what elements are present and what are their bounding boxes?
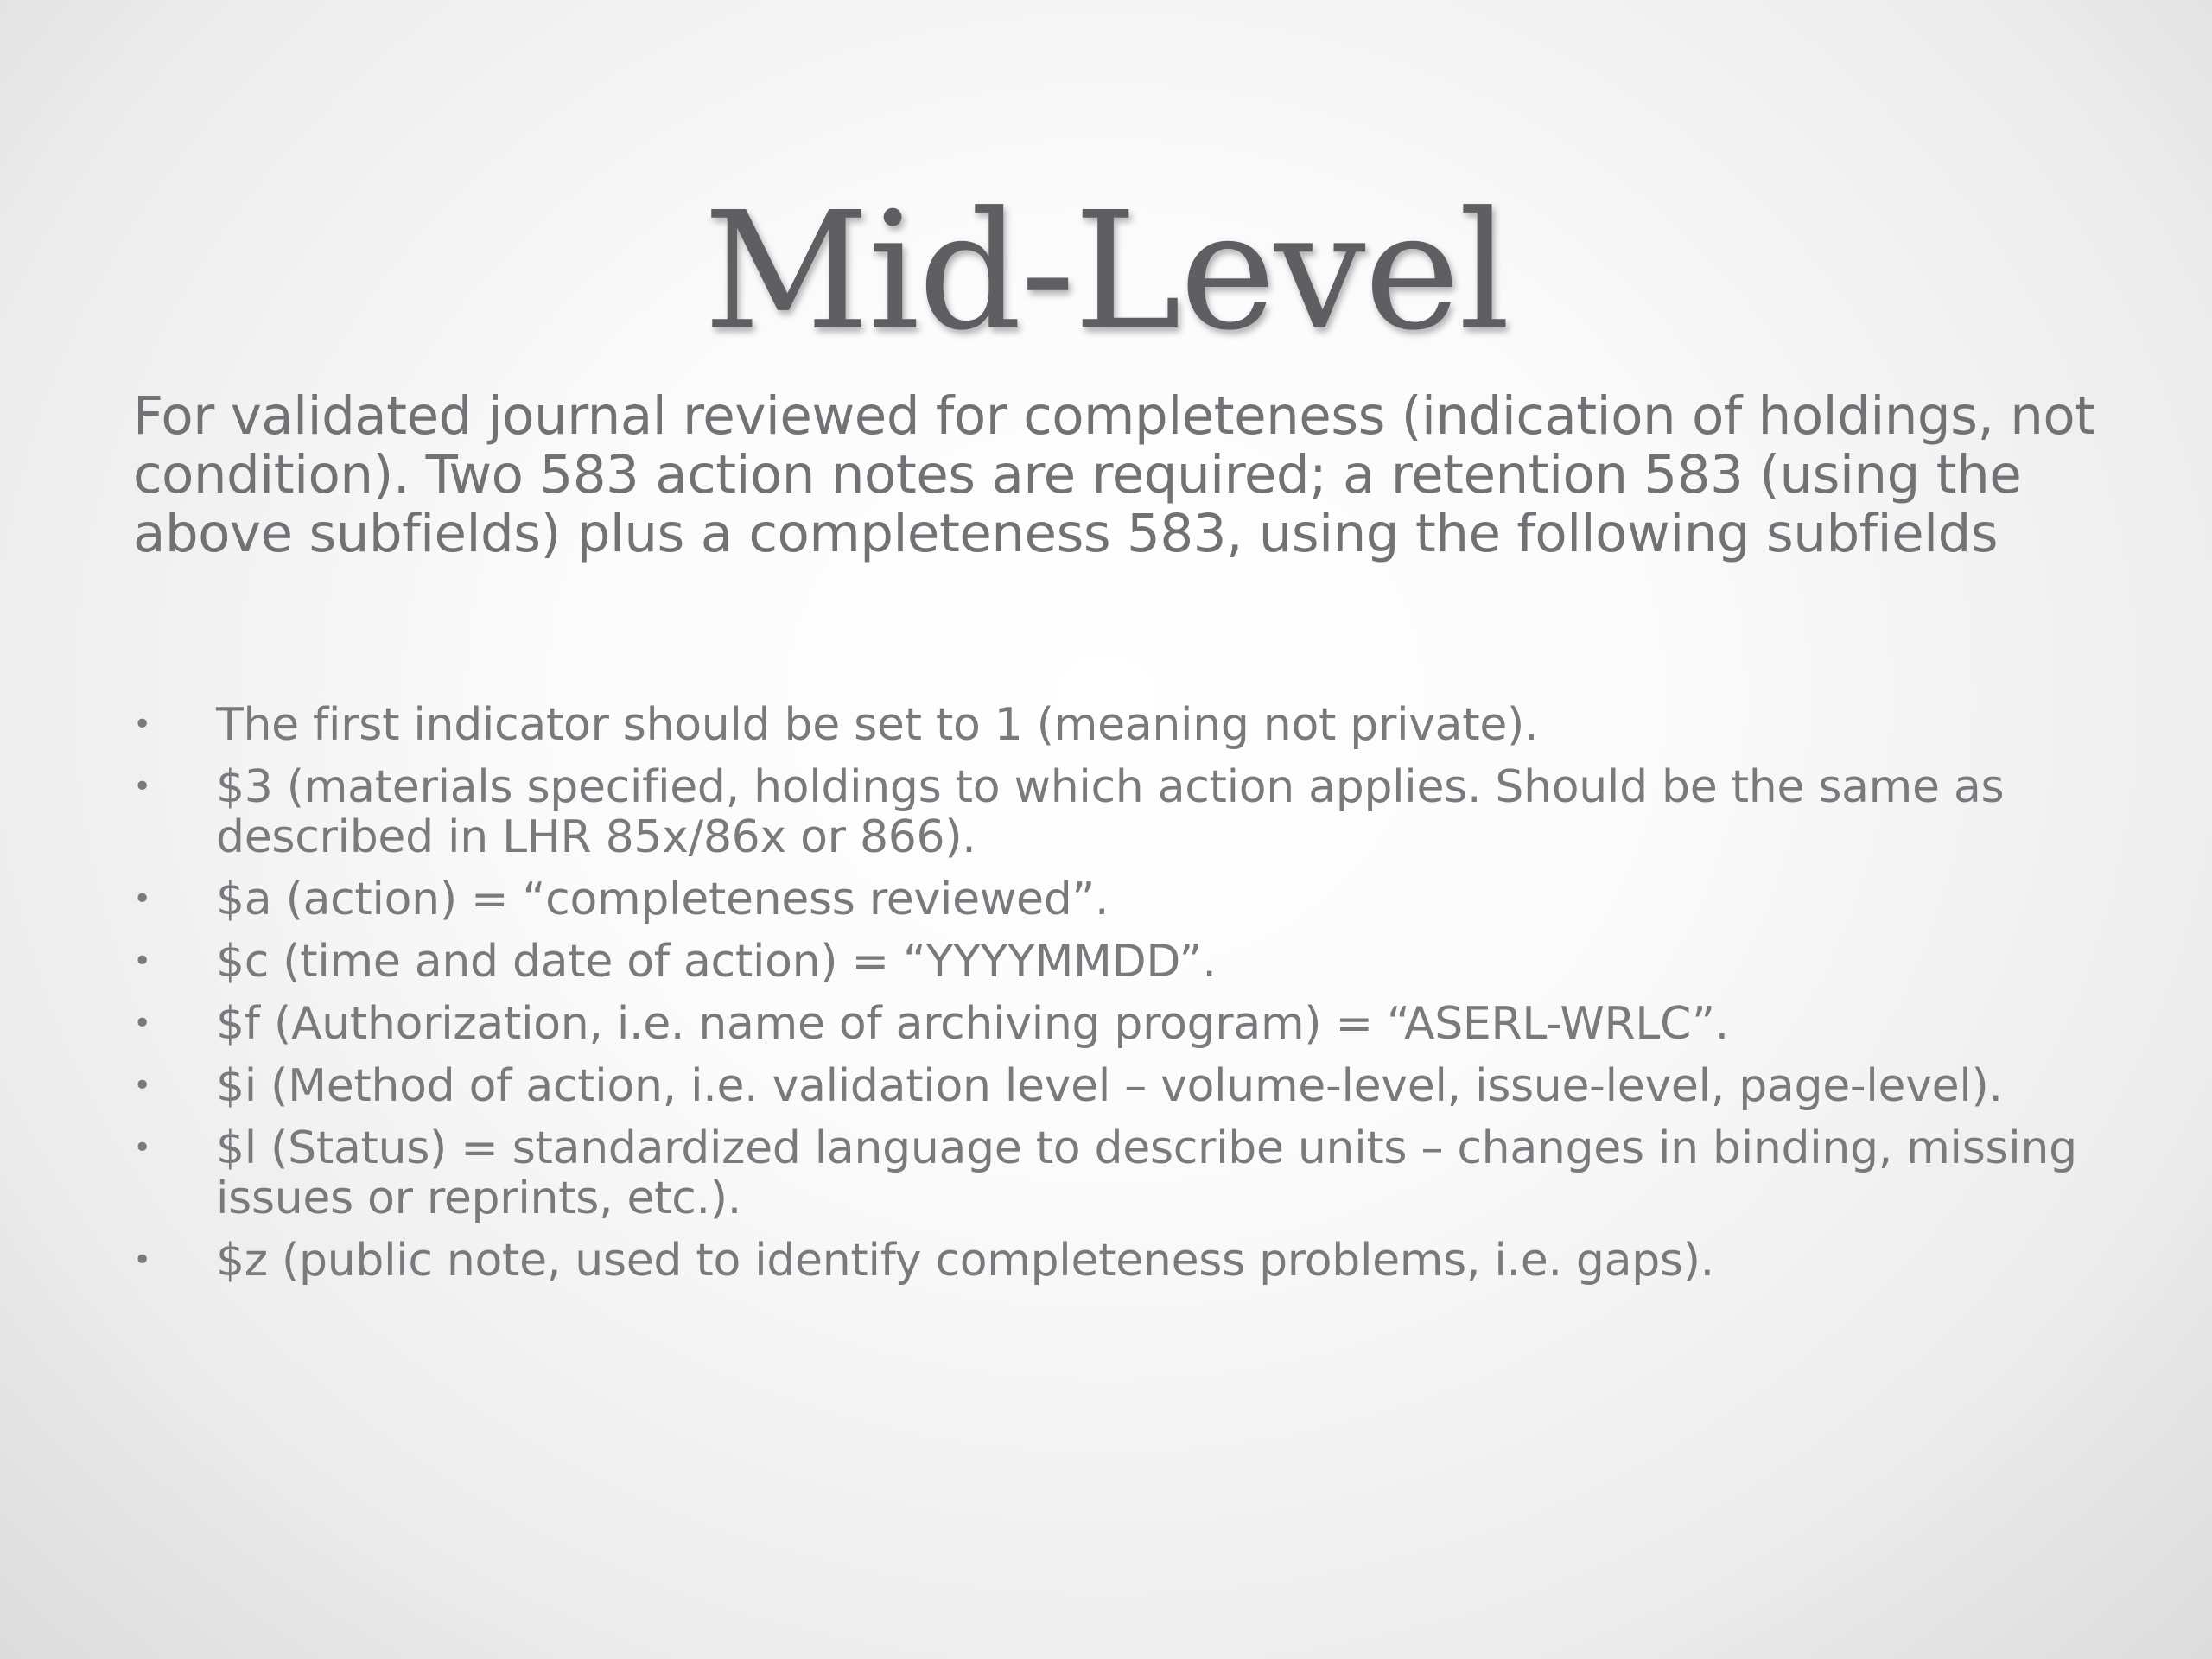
intro-paragraph: For validated journal reviewed for completeness (indication of holdings, not condition). Two 583 action notes are required; a retention 583 (using the above subfields) plus a completeness 583, using the following subfields bbox=[133, 385, 2095, 564]
bullet-icon: • bbox=[133, 1243, 151, 1278]
bullet-icon: • bbox=[133, 1006, 151, 1041]
bullet-icon: • bbox=[133, 881, 151, 917]
bullet-text: $l (Status) = standardized language to describe units – changes in binding, missing issues or reprints, etc.). bbox=[216, 1122, 2077, 1224]
slide-title: Mid-Level bbox=[702, 177, 1510, 366]
bullet-text: $3 (materials specified, holdings to which action applies. Should be the same as described in LHR 85x/86x or 866). bbox=[216, 761, 2005, 863]
list-item bbox=[133, 762, 2086, 862]
bullet-text: The first indicator should be set to 1 (meaning not private). bbox=[216, 699, 1539, 751]
list-item bbox=[133, 937, 2086, 987]
bullet-icon: • bbox=[133, 769, 151, 804]
bullet-icon: • bbox=[133, 1068, 151, 1103]
bullet-text: $c (time and date of action) = “YYYYMMDD”. bbox=[216, 936, 1217, 988]
list-item bbox=[133, 1236, 2086, 1286]
list-item bbox=[133, 700, 2086, 750]
list-item bbox=[133, 1123, 2086, 1224]
bullet-icon: • bbox=[133, 944, 151, 979]
bullet-icon: • bbox=[133, 1130, 151, 1166]
bullet-text: $f (Authorization, i.e. name of archiving program) = “ASERL-WRLC”. bbox=[216, 998, 1729, 1050]
bullet-list bbox=[133, 700, 2086, 1298]
bullet-text: $z (public note, used to identify completeness problems, i.e. gaps). bbox=[216, 1235, 1714, 1287]
bullet-text: $i (Method of action, i.e. validation level – volume-level, issue-level, page-level). bbox=[216, 1060, 2003, 1112]
list-item bbox=[133, 999, 2086, 1049]
bullet-icon: • bbox=[133, 707, 151, 742]
list-item bbox=[133, 874, 2086, 925]
list-item bbox=[133, 1061, 2086, 1111]
bullet-text: $a (action) = “completeness reviewed”. bbox=[216, 874, 1109, 925]
